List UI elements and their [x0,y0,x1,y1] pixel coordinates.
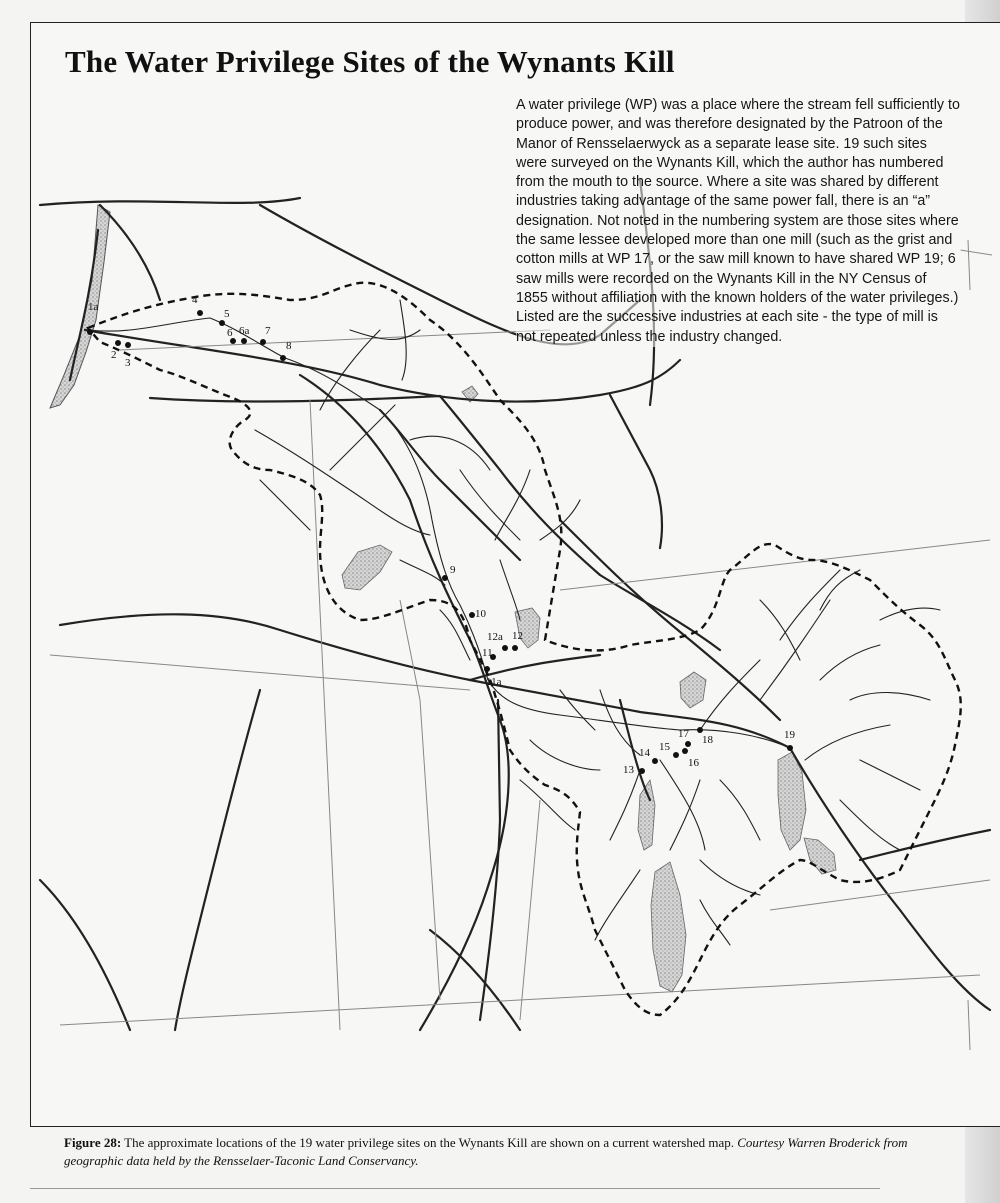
figure-caption [64,1134,944,1170]
site-marker-6a [241,338,247,344]
site-label: 4 [192,294,198,306]
site-marker-15 [673,752,679,758]
watershed-boundary [88,283,961,1015]
site-marker-11a [484,666,490,672]
site-marker-18 [697,727,703,733]
bottom-rule [30,1188,880,1189]
site-label: 8 [286,340,292,352]
site-label: 7 [265,325,271,337]
site-label: 6a [239,325,250,337]
site-label: 13 [623,764,634,776]
site-marker-12 [512,645,518,651]
site-label: 9 [450,564,456,576]
site-marker-12a [502,645,508,651]
site-label: 12 [512,630,523,642]
site-marker-9 [442,575,448,581]
site-label: 6 [227,327,233,339]
site-marker-7 [260,339,266,345]
site-marker-16 [682,748,688,754]
caption-credit: Courtesy Warren Broderick from geographic data held by the Rensselaer-Taconic Land Conservancy. [64,1135,908,1168]
site-label: 19 [784,729,795,741]
site-label: 2 [111,349,117,361]
site-marker-2 [115,340,121,346]
site-marker-5 [219,320,225,326]
site-label: 1a [88,301,99,313]
site-label: 11a [486,676,502,688]
site-label: 3 [125,357,131,369]
site-label: 15 [659,741,670,753]
site-marker-4 [197,310,203,316]
site-label: 17 [678,728,689,740]
site-marker-19 [787,745,793,751]
hudson-river [50,205,110,408]
lakes [342,386,836,992]
site-marker-3 [125,342,131,348]
site-marker-13 [639,768,645,774]
description-text: A water privilege (WP) was a place where the stream fell sufficiently to produce power, and was therefore designated by the Patroon of the Manor of Rensselaerwyck as a separate lease site. 19 such sites were surveyed on the Wynants Kill, which the author has numbered from the mouth to the source. Where a site was shared by different industries taking advantage of the same power fall, there is an “a” designation. Not noted in the numbering system are those sites where the same lessee developed more than one mill (such as the grist and cotton mills at WP 17, or the saw mill known to have shared WP 19; 6 saw mills were recorded on the Wynants Kill in the NY Census of 1855 without affiliation with the known holders of the water privileges.) Listed are the successive industries at each site - the type of mill is not repeated unless the industry changed. [516,96,961,347]
site-label: 5 [224,308,230,320]
map-title: The Water Privilege Sites of the Wynants Kill [65,44,675,79]
site-marker-1a [87,329,93,335]
site-label: 12a [487,631,503,643]
site-marker-14 [652,758,658,764]
site-label: 14 [639,747,650,759]
site-label: 16 [688,757,699,769]
site-label: 11 [482,647,493,659]
caption-text: The approximate locations of the 19 water privilege sites on the Wynants Kill are shown on a current watershed map. [121,1135,734,1150]
site-label: 10 [475,608,486,620]
grid-lines [50,240,992,1050]
site-marker-17 [685,741,691,747]
site-label: 18 [702,734,713,746]
site-marker-8 [280,355,286,361]
caption-figure-label: Figure 28: [64,1135,122,1150]
